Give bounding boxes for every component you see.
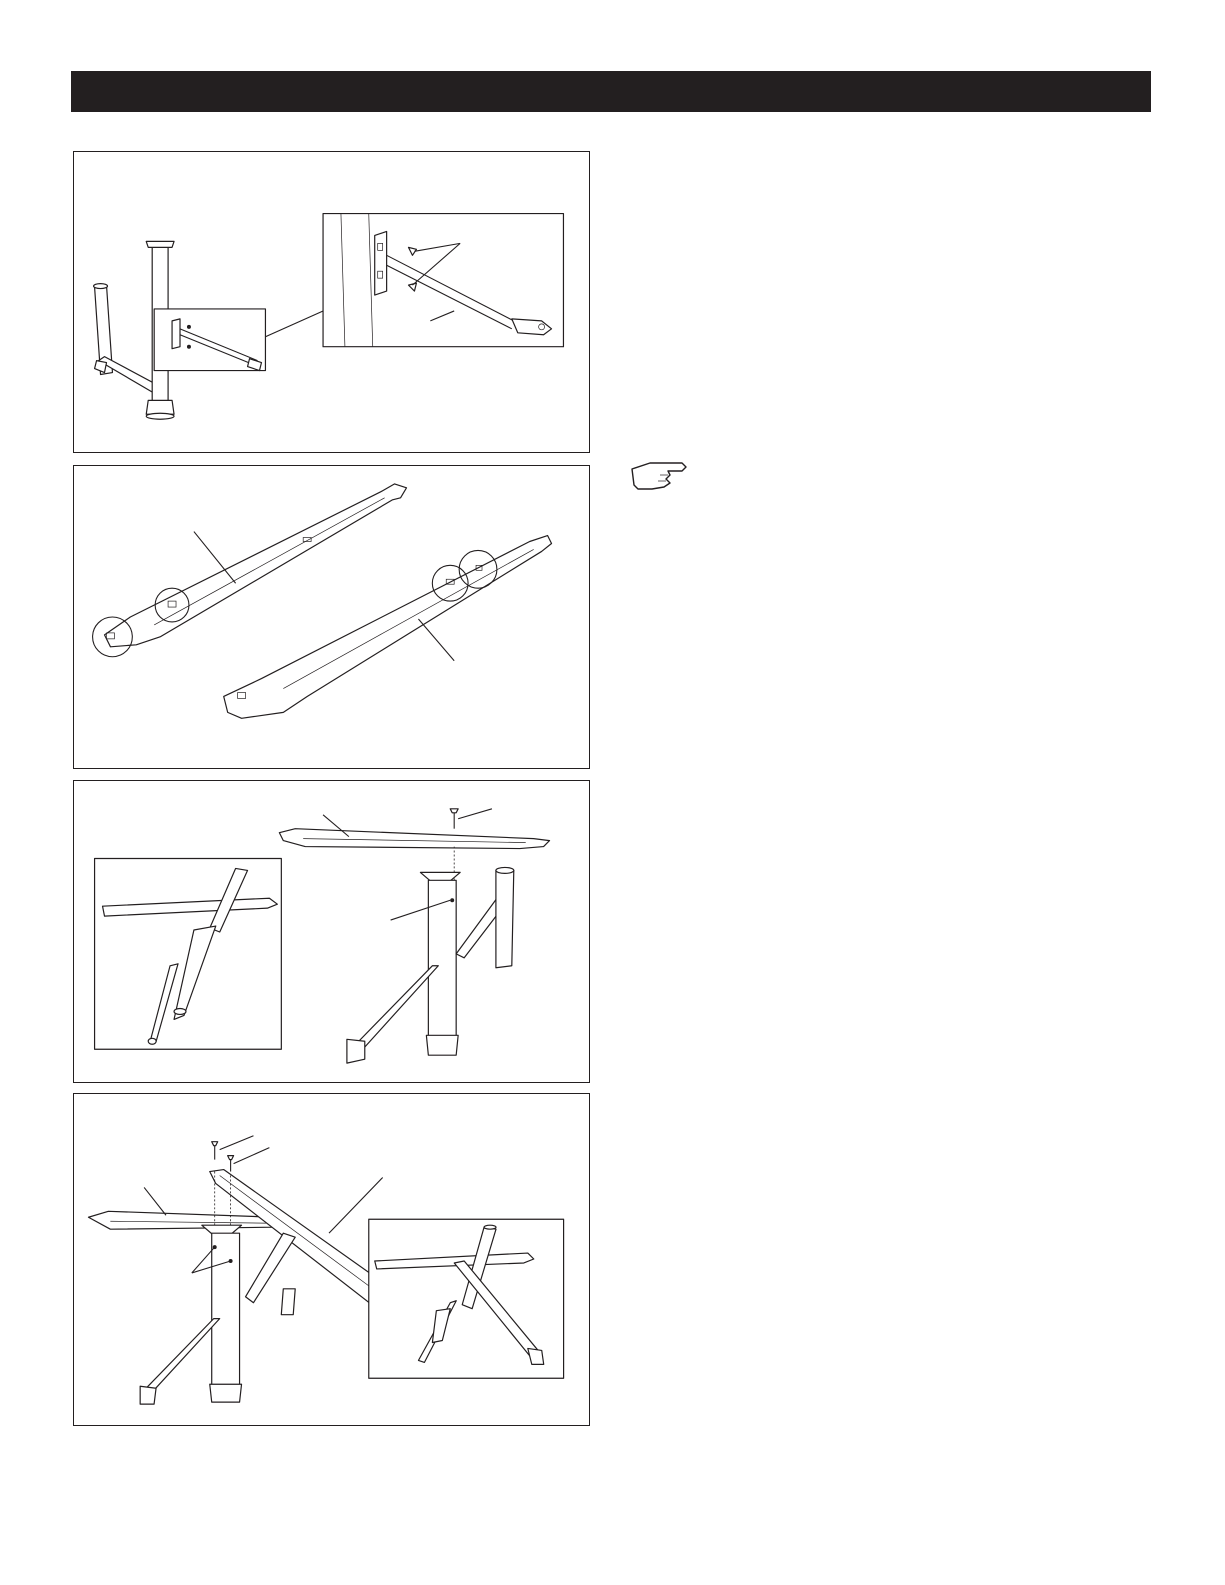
step-1-illustration	[74, 152, 589, 452]
step-4-figure-panel	[73, 1093, 590, 1426]
step-2-figure-panel	[73, 465, 590, 769]
pointing-hand-icon	[630, 459, 690, 493]
step-4-illustration	[74, 1094, 589, 1425]
step-3-illustration	[74, 781, 589, 1082]
step-3-figure-panel	[73, 780, 590, 1083]
step-1-figure-panel	[73, 151, 590, 453]
section-header-bar	[71, 71, 1151, 112]
step-2-illustration	[74, 466, 589, 768]
